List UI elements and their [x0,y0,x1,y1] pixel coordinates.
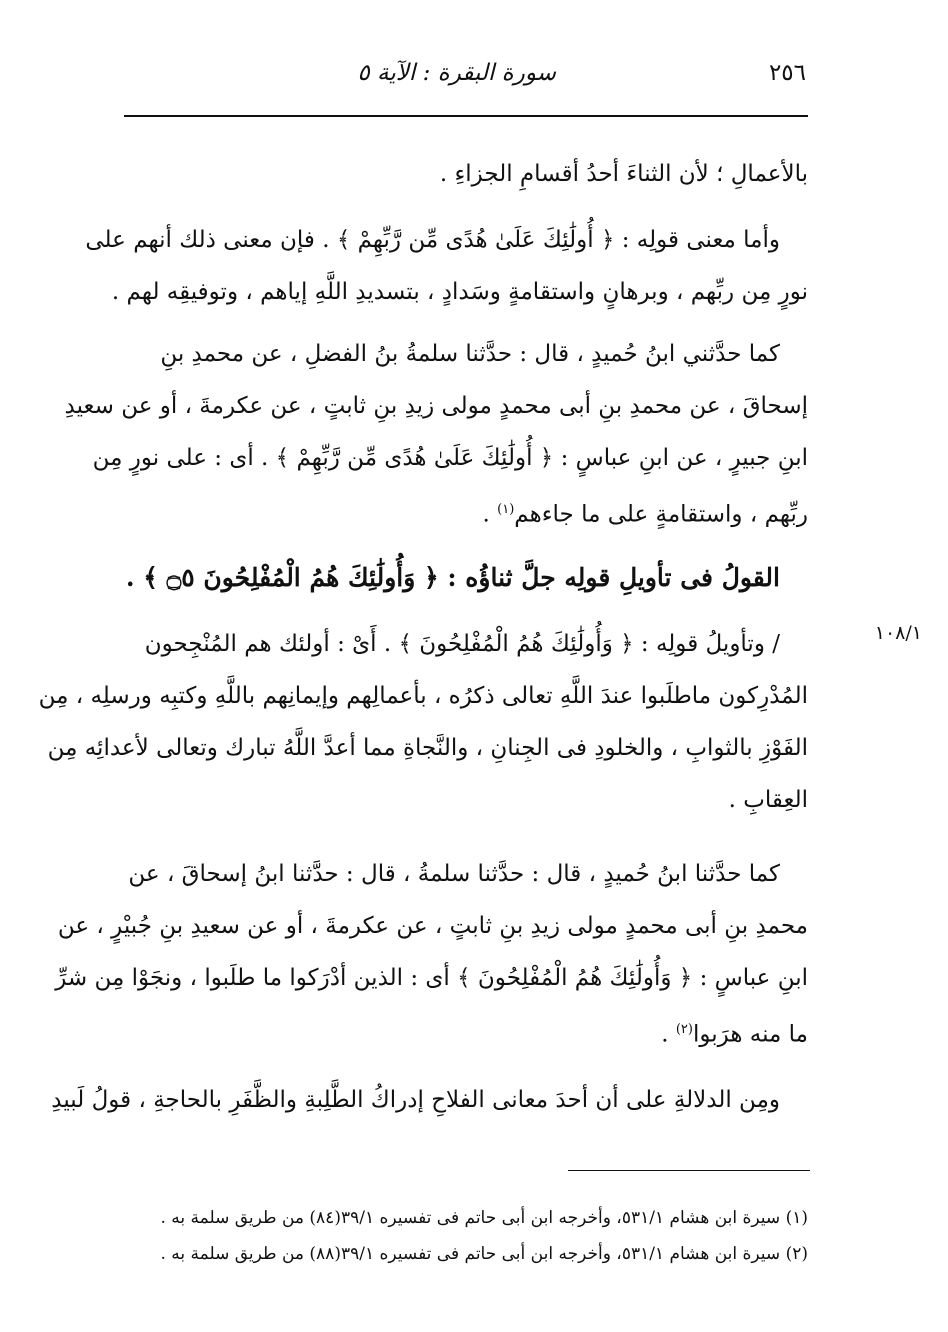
text-line: وأما معنى قولِه : ﴿ أُولَٰئِكَ عَلَىٰ هُدًى مِّن رَّبِّهِمْ ﴾ . فإن معنى ذلك أنهم على [85,227,780,253]
footnote-reference: (١) [497,502,515,517]
footnote-reference: (٢) [675,1022,693,1037]
footnote-2: (٢) سيرة ابن هشام ٥٣١/١، وأخرجه ابن أبى حاتم فى تفسيره ٣٩/١(٨٨) من طريق سلمة به . [160,1244,808,1264]
text-line: ابنِ عباسٍ : ﴿ وَأُولَٰئِكَ هُمُ الْمُفْلِحُونَ ﴾ أى : الذين أدْرَكوا ما طلَبوا ، ونجَوْا مِن شرِّ [55,965,808,991]
text-line: ما منه هرَبوا [692,1021,808,1048]
text-line: إسحاقَ ، عن محمدِ بنِ أبى محمدٍ مولى زيدِ بنِ ثابتٍ ، عن عكرمةَ ، أو عن سعيدِ [64,393,808,419]
paragraph-6 [51,1074,808,1126]
text-line: / وتأويلُ قولِه : ﴿ وَأُولَٰئِكَ هُمُ الْمُفْلِحُونَ ﴾ . أَىْ : أولئك هم المُنْجِحون [144,631,780,657]
text-line: الفَوْزِ بالثوابِ ، والخلودِ فى الجِنانِ ، والنَّجاةِ مما أعدَّ اللَّهُ تبارك وتعالى لأعدائِه مِن [47,735,808,761]
text-line: المُدْرِكون ماطلَبوا عندَ اللَّهِ تعالى ذكرُه ، بأعمالِهم وإيمانِهم باللَّهِ وكتبِه ورسلِه ، مِن [38,683,808,709]
text-line: ومِن الدلالةِ على أن أحدَ معانى الفلاحِ إدراكُ الطَّلِبةِ والظَّفَرِ بالحاجةِ ، قولُ لَبيدِ [51,1087,780,1113]
paragraph-2 [85,214,808,318]
running-title: سورة البقرة : الآية ٥ [357,60,556,86]
heading-text: القولُ فى تأويلِ قولِه جلَّ ثناؤُه : ﴿ وَأُولَٰئِكَ هُمُ الْمُفْلِحُونَ ۝٥ ﴾ . [125,563,780,592]
text-line: ابنِ جبيرٍ ، عن ابنِ عباسٍ : ﴿ أُولَٰئِكَ عَلَىٰ هُدًى مِّن رَّبِّهِمْ ﴾ . أى : على نورٍ مِن [92,445,808,471]
footnote-rule [568,1170,810,1171]
text-line: نورٍ مِن ربِّهم ، وبرهانٍ واستقامةٍ وسَدادٍ ، بتسديدِ اللَّهِ إياهم ، وتوفيقِه لهم . [111,279,808,305]
paragraph-3: كما حدَّثني ابنُ حُميدٍ ، قال : حدَّثنا سلمةُ بنُ الفضلِ ، عن محمدِ بنِ إسحاقَ ، عن محمدِ بنِ أبى محمدٍ مولى زيدِ بنِ ثابتٍ ، عن عكرمةَ ، أو عن سعيدِ ابنِ جبيرٍ ، عن ابنِ عباسٍ : ﴿ أُولَٰئِكَ عَلَىٰ هُدًى مِّن رَّبِّهِمْ ﴾ . أى : على نورٍ مِن ربِّهم ، واستقامةٍ على ما جاءهم$^{(١)}$ . [138,328,808,541]
text-line: العِقابِ . [728,787,808,813]
page-number: ٢٥٦ [768,60,806,86]
text-line: محمدِ بنِ أبى محمدٍ مولى زيدِ بنِ ثابتٍ ، عن عكرمةَ ، أو عن سعيدِ بنِ جُبيْرٍ ، عن [57,913,808,939]
margin-page-reference: ١٠٨/١ [874,622,922,644]
text-line: كما حدَّثني ابنُ حُميدٍ ، قال : حدَّثنا سلمةُ بنُ الفضلِ ، عن محمدِ بنِ [160,341,780,367]
paragraph-4 [38,618,808,826]
header-rule [124,115,808,117]
paragraph-5: كما حدَّثنا ابنُ حُميدٍ ، قال : حدَّثنا سلمةُ ، قال : حدَّثنا ابنُ إسحاقَ ، عن محمدِ بنِ أبى محمدٍ مولى زيدِ بنِ ثابتٍ ، عن عكرمةَ ، أو عن سعيدِ بنِ جُبيْرٍ ، عن ابنِ عباسٍ : ﴿ وَأُولَٰئِكَ هُمُ الْمُفْلِحُونَ ﴾ أى : الذين أدْرَكوا ما طلَبوا ، ونجَوْا مِن شرِّ ما منه هرَبوا$^{(٢)}$ . [138,848,808,1061]
footnote-1: (١) سيرة ابن هشام ٥٣١/١، وأخرجه ابن أبى حاتم فى تفسيره ٣٩/١(٨٤) من طريق سلمة به . [160,1208,808,1228]
paragraph-1 [138,148,808,200]
section-heading [125,552,808,604]
text-line: ربِّهم ، واستقامةٍ على ما جاءهم [514,501,808,528]
text-line: كما حدَّثنا ابنُ حُميدٍ ، قال : حدَّثنا سلمةُ ، قال : حدَّثنا ابنُ إسحاقَ ، عن [128,861,780,887]
text-line: بالأعمالِ ؛ لأن الثناءَ أحدُ أقسامِ الجزاءِ . [439,161,808,187]
page-header [126,60,806,100]
